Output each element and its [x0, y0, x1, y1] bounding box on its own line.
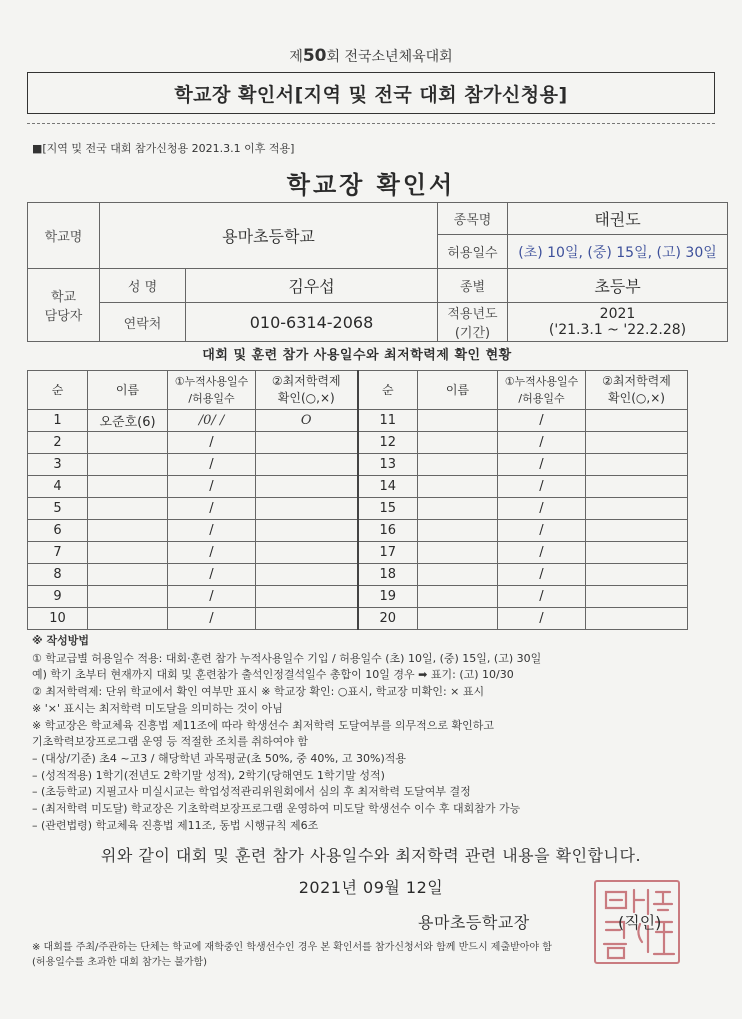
grade-check: [256, 542, 358, 564]
used-days: /: [498, 476, 586, 498]
header-used: [168, 371, 256, 410]
year-label-line2: (기간): [454, 326, 491, 341]
table-row: [28, 476, 688, 498]
footer-line1: ※ 대회를 주최/주관하는 단체는 학교에 재학중인 학생선수인 경우 본 확인서를 참가신청서와 함께 반드시 제출받아야 함: [32, 942, 552, 953]
year-label: [438, 303, 508, 342]
signer-name: 용마초등학교장: [418, 913, 530, 932]
student-name: [88, 608, 168, 630]
name-value: 김우섭: [186, 269, 438, 303]
grade-check: [586, 564, 688, 586]
row-number: 10: [28, 608, 88, 630]
student-name: [418, 520, 498, 542]
used-days: /: [498, 498, 586, 520]
header-name: 이름: [88, 371, 168, 410]
table-row: [28, 586, 688, 608]
student-name: [418, 476, 498, 498]
instruction-line: – (관련법령) 학교체육 진흥법 제11조, 동법 시행규칙 제6조: [32, 818, 319, 832]
student-name: [418, 454, 498, 476]
header-no: 순: [28, 371, 88, 410]
student-name: [88, 520, 168, 542]
contact-value: 010-6314-2068: [186, 303, 438, 342]
header-grade-line2: 확인(○,×): [608, 391, 665, 405]
header-name: 이름: [418, 371, 498, 410]
roster-header-row: [28, 371, 688, 410]
grade-check: [586, 542, 688, 564]
row-number: 20: [358, 608, 418, 630]
student-name: [418, 432, 498, 454]
row-number: 9: [28, 586, 88, 608]
sport-label: 종목명: [438, 203, 508, 235]
confirmation-date: 2021년 09월 12일: [298, 878, 444, 897]
category-value: 초등부: [508, 269, 728, 303]
used-days: /: [498, 520, 586, 542]
manager-label-line1: 학교: [50, 290, 77, 305]
used-days: /: [498, 608, 586, 630]
row-number: 17: [358, 542, 418, 564]
allow-value: (초) 10일, (중) 15일, (고) 30일: [508, 235, 728, 269]
row-number: 13: [358, 454, 418, 476]
used-days: /: [498, 564, 586, 586]
student-name: [88, 432, 168, 454]
instruction-line: 기초학력보장프로그램 운영 등 적절한 조치를 취하여야 함: [32, 735, 309, 749]
header-used-line2: /허용일수: [188, 392, 235, 405]
used-days: /: [168, 454, 256, 476]
signer-seal-label: (직인): [618, 913, 662, 932]
grade-check: [586, 520, 688, 542]
student-name: [88, 564, 168, 586]
student-name: [88, 498, 168, 520]
table-row: [28, 564, 688, 586]
student-name: [88, 454, 168, 476]
table-row: [28, 542, 688, 564]
header-grade: [586, 371, 688, 410]
header-grade-line2: 확인(○,×): [277, 391, 335, 405]
event-suffix: 회 전국소년체육대회: [326, 49, 453, 65]
school-label: 학교명: [28, 203, 100, 269]
manager-label-line2: 담당자: [44, 309, 83, 324]
table-row: [28, 432, 688, 454]
student-name: [418, 410, 498, 432]
used-days: /: [168, 542, 256, 564]
instruction-line: ※ 학교장은 학교체육 진흥법 제11조에 따라 학생선수 최저학력 도달여부를 의무적으로 확인하고: [32, 718, 494, 732]
school-value: 용마초등학교: [100, 203, 438, 269]
instruction-line: ① 학교급별 허용일수 적용: 대회·훈련 참가 누적사용일수 기입 / 허용일수 (초) 10일, (중) 15일, (고) 30일: [32, 651, 542, 665]
used-days: /: [498, 432, 586, 454]
used-days: /0/ /: [168, 410, 256, 432]
student-name: [88, 476, 168, 498]
grade-check: O: [256, 410, 358, 432]
row-number: 14: [358, 476, 418, 498]
row-number: 2: [28, 432, 88, 454]
instruction-line: 예) 학기 초부터 현재까지 대회 및 훈련참가 출석인정결석일수 총합이 10일 경우 ➡ 표기: (고) 10/30: [32, 668, 514, 682]
grade-check: [256, 586, 358, 608]
year-value: [508, 303, 728, 342]
confirmation-text: 위와 같이 대회 및 훈련 참가 사용일수와 최저학력 관련 내용을 확인합니다.: [100, 846, 642, 865]
used-days: /: [498, 454, 586, 476]
student-name: [418, 586, 498, 608]
header-used-line2: /허용일수: [518, 392, 565, 405]
grade-check: [256, 454, 358, 476]
row-number: 12: [358, 432, 418, 454]
table-row: [28, 520, 688, 542]
row-number: 8: [28, 564, 88, 586]
row-number: 5: [28, 498, 88, 520]
grade-check: [586, 454, 688, 476]
row-number: 19: [358, 586, 418, 608]
event-prefix: 제: [289, 49, 303, 65]
used-days: /: [168, 520, 256, 542]
allow-label: 허용일수: [438, 235, 508, 269]
manager-label: [28, 269, 100, 342]
used-days: /: [168, 608, 256, 630]
info-table: [27, 202, 728, 342]
row-number: 11: [358, 410, 418, 432]
student-name: [418, 542, 498, 564]
grade-check: [256, 498, 358, 520]
year-value-line1: 2021: [599, 306, 636, 322]
grade-check: [256, 476, 358, 498]
row-number: 4: [28, 476, 88, 498]
grade-check: [586, 476, 688, 498]
row-number: 7: [28, 542, 88, 564]
instruction-line: – (대상/기준) 초4 ~고3 / 해당학년 과목평균(초 50%, 중 40%, 고 30%)적용: [32, 751, 406, 765]
row-number: 16: [358, 520, 418, 542]
event-number: 50: [302, 46, 327, 66]
name-label: 성 명: [100, 269, 186, 303]
instruction-line: – (초등학교) 지필고사 미실시교는 학업성적관리위원회에서 심의 후 최저학력 도달여부 결정: [32, 785, 471, 799]
grade-check: [256, 432, 358, 454]
row-number: 3: [28, 454, 88, 476]
student-name: [88, 542, 168, 564]
year-value-line2: ('21.3.1 ~ '22.2.28): [548, 322, 687, 338]
used-days: /: [498, 542, 586, 564]
row-number: 18: [358, 564, 418, 586]
year-label-line1: 적용년도: [447, 307, 498, 322]
dashed-divider: [27, 123, 715, 124]
used-days: /: [498, 586, 586, 608]
instruction-line: ※ '×' 표시는 최저학력 미도달을 의미하는 것이 아님: [32, 701, 283, 715]
header-used: [498, 371, 586, 410]
row-number: 1: [28, 410, 88, 432]
grade-check: [256, 564, 358, 586]
grade-check: [586, 410, 688, 432]
category-label: 종별: [438, 269, 508, 303]
instruction-line: ② 최저학력제: 단위 학교에서 확인 여부만 표시 ※ 학교장 확인: ○표시, 학교장 미확인: × 표시: [32, 685, 485, 699]
instruction-line: – (최저학력 미도달) 학교장은 기초학력보장프로그램 운영하여 미도달 학생선수 이수 후 대회참가 가능: [32, 802, 521, 816]
table-row: [28, 608, 688, 630]
instruction-line: – (성적적용) 1학기(전년도 2학기말 성적), 2학기(당해연도 1학기말 성적): [32, 768, 385, 782]
document-title: 학교장 확인서[지역 및 전국 대회 참가신청용]: [27, 72, 715, 114]
used-days: /: [168, 432, 256, 454]
grade-check: [586, 498, 688, 520]
instructions-heading: ※ 작성방법: [32, 634, 90, 647]
student-name: [88, 586, 168, 608]
student-name: [418, 498, 498, 520]
header-used-line1: ①누적사용일수: [174, 375, 249, 388]
roster-table: [27, 370, 688, 630]
footer-line2: (허용일수를 초과한 대회 참가는 불가함): [32, 957, 208, 968]
sport-value: 태권도: [508, 203, 728, 235]
student-name: 오준호(6): [88, 410, 168, 432]
roster-section-title: 대회 및 훈련 참가 사용일수와 최저학력제 확인 현황: [202, 348, 512, 363]
grade-check: [586, 586, 688, 608]
header-no: 순: [358, 371, 418, 410]
student-name: [418, 608, 498, 630]
contact-label: 연락처: [100, 303, 186, 342]
used-days: /: [168, 498, 256, 520]
grade-check: [586, 432, 688, 454]
instructions: [32, 633, 712, 834]
student-name: [418, 564, 498, 586]
header-grade-line1: ②최저학력제: [602, 374, 671, 388]
table-row: [28, 454, 688, 476]
used-days: /: [498, 410, 586, 432]
used-days: /: [168, 564, 256, 586]
footer-note: [32, 940, 692, 970]
table-row: [28, 498, 688, 520]
grade-check: [256, 608, 358, 630]
grade-check: [586, 608, 688, 630]
row-number: 6: [28, 520, 88, 542]
used-days: /: [168, 586, 256, 608]
grade-check: [256, 520, 358, 542]
header-used-line1: ①누적사용일수: [504, 375, 579, 388]
row-number: 15: [358, 498, 418, 520]
header-grade-line1: ②최저학력제: [271, 374, 341, 388]
table-row: [28, 410, 688, 432]
apply-note: ■[지역 및 전국 대회 참가신청용 2021.3.1 이후 적용]: [32, 142, 295, 155]
header-grade: [256, 371, 358, 410]
event-title: [0, 46, 742, 66]
form-title: 학교장 확인서: [286, 171, 456, 199]
used-days: /: [168, 476, 256, 498]
